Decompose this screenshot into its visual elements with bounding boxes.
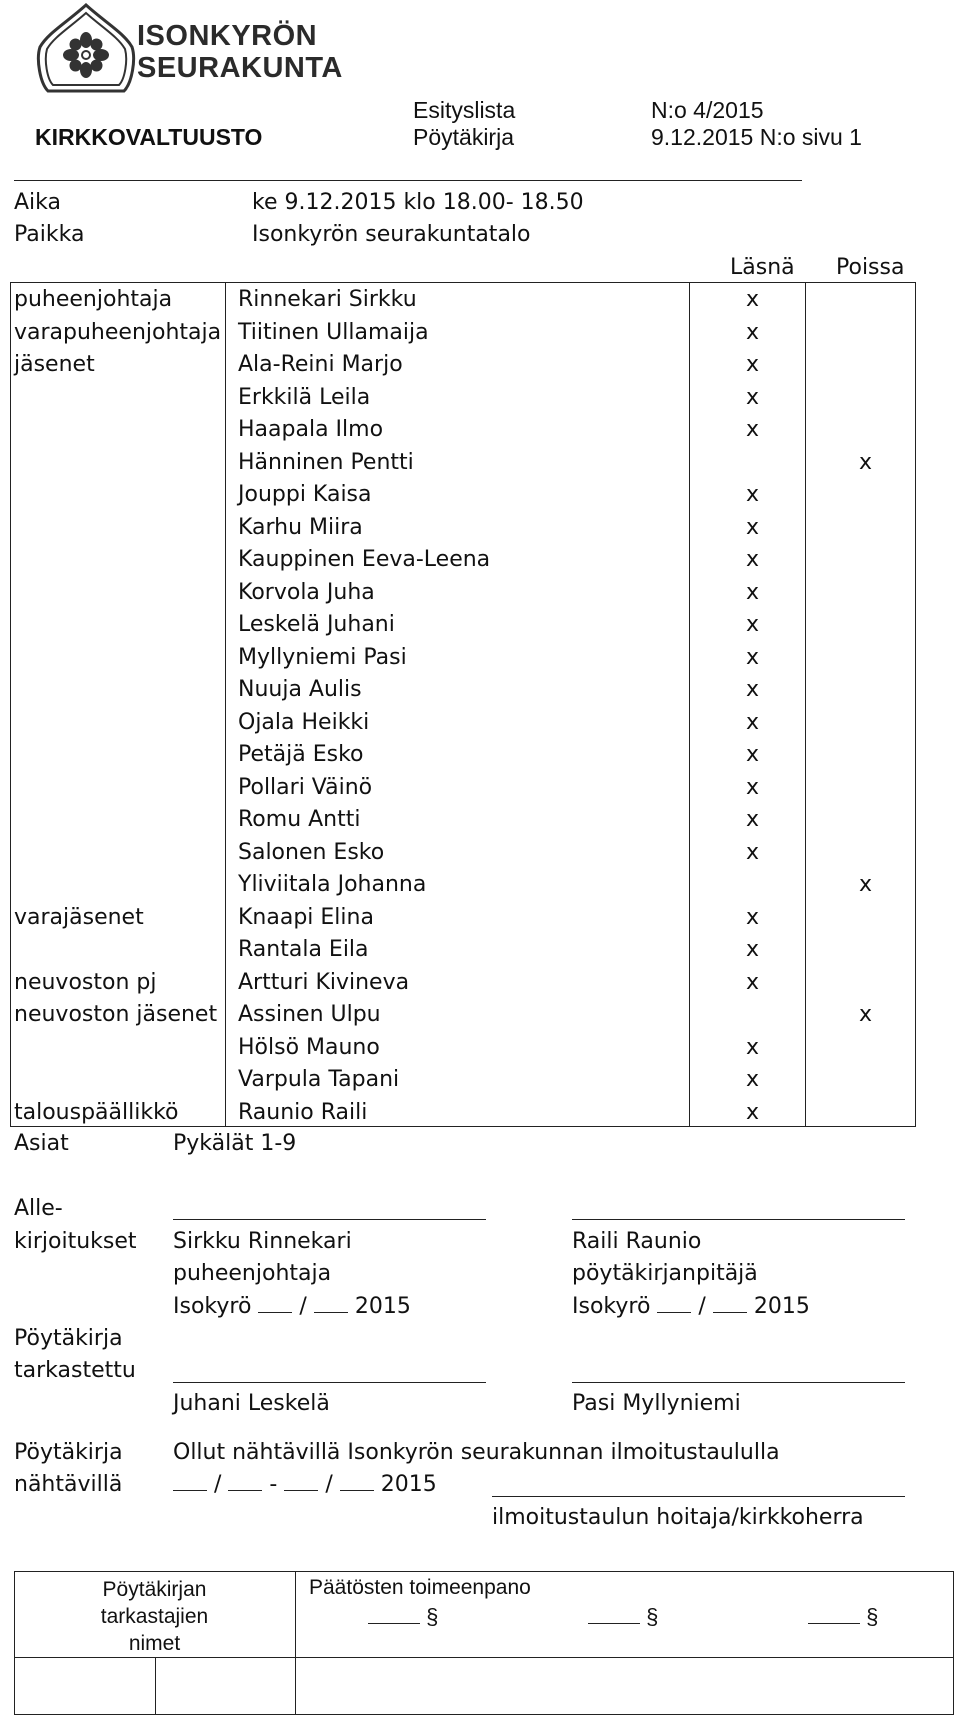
header-line: nimet xyxy=(128,1632,181,1655)
section-field-1 xyxy=(368,1603,438,1630)
member-name: Raunio Raili xyxy=(238,1099,368,1125)
member-name: Korvola Juha xyxy=(238,579,375,605)
review-label-2: tarkastettu xyxy=(14,1358,136,1383)
col-absent-header: Poissa xyxy=(836,255,905,280)
col-present-header: Läsnä xyxy=(730,255,795,280)
attendance-row xyxy=(10,1032,916,1065)
member-name: Artturi Kivineva xyxy=(238,969,410,995)
present-mark: x xyxy=(746,644,760,670)
attendance-row xyxy=(10,642,916,675)
member-name: Hölsö Mauno xyxy=(238,1034,380,1060)
member-name: Karhu Miira xyxy=(238,514,363,540)
member-name: Pollari Väinö xyxy=(238,774,373,800)
month-blank xyxy=(314,1292,348,1313)
section-sign: § xyxy=(426,1604,439,1629)
member-name: Nuuja Aulis xyxy=(238,677,362,702)
attendance-row xyxy=(10,804,916,837)
period-dash: - xyxy=(269,1472,278,1497)
member-name: Ojala Heikki xyxy=(238,709,370,735)
day-blank xyxy=(258,1292,292,1313)
month-blank xyxy=(340,1470,374,1491)
month-blank xyxy=(713,1292,747,1313)
absent-mark: x xyxy=(859,872,873,897)
signer-left-name: Sirkku Rinnekari xyxy=(173,1229,352,1254)
present-mark: x xyxy=(746,709,760,735)
member-name: Varpula Tapani xyxy=(238,1067,400,1092)
section-sign: § xyxy=(866,1604,879,1629)
member-name: Leskelä Juhani xyxy=(238,612,395,637)
doc-number: N:o 4/2015 xyxy=(651,97,764,123)
reviewers-names-header xyxy=(14,1576,295,1657)
notice-signer-line xyxy=(492,1496,905,1497)
present-mark: x xyxy=(746,1034,760,1060)
attendance-row xyxy=(10,544,916,577)
review-label-1: Pöytäkirja xyxy=(14,1326,123,1351)
time-label: Aika xyxy=(14,190,61,215)
signatures-label-1: Alle- xyxy=(14,1196,63,1221)
member-name: Rantala Eila xyxy=(238,937,369,962)
present-mark: x xyxy=(746,807,760,832)
absent-mark: x xyxy=(859,449,873,475)
member-role: talouspäällikkö xyxy=(14,1099,179,1125)
reviewer-line-right xyxy=(572,1382,905,1383)
header-line: Pöytäkirjan xyxy=(102,1578,207,1601)
attendance-rows xyxy=(10,284,916,1129)
header-rule xyxy=(14,180,802,181)
present-mark: x xyxy=(746,677,760,702)
decisions-box-divider-lower xyxy=(155,1657,156,1715)
church-rose-emblem-icon xyxy=(36,3,136,95)
member-role: neuvoston jäsenet xyxy=(14,1002,218,1027)
display-label-1: Pöytäkirja xyxy=(14,1440,123,1465)
signer-right-title: pöytäkirjanpitäjä xyxy=(572,1261,758,1286)
place-label: Paikka xyxy=(14,222,85,247)
member-name: Salonen Esko xyxy=(238,839,385,865)
attendance-row xyxy=(10,1064,916,1097)
member-role: neuvoston pj xyxy=(14,969,157,995)
member-name: Romu Antti xyxy=(238,807,361,832)
signer-left-title: puheenjohtaja xyxy=(173,1261,332,1286)
month-blank xyxy=(228,1470,262,1491)
signing-year: 2015 xyxy=(354,1294,411,1319)
member-name: Kauppinen Eeva-Leena xyxy=(238,547,491,572)
attendance-row xyxy=(10,577,916,610)
place-value: Isonkyrön seurakuntatalo xyxy=(252,222,531,247)
member-name: Myllyniemi Pasi xyxy=(238,644,407,670)
attendance-row xyxy=(10,317,916,350)
section-blank xyxy=(808,1603,860,1624)
date-slash: / xyxy=(214,1472,222,1497)
decisions-box-divider xyxy=(295,1571,296,1715)
present-mark: x xyxy=(746,969,760,995)
section-blank xyxy=(368,1603,420,1624)
implementation-header: Päätösten toimeenpano xyxy=(309,1576,531,1599)
section-field-2 xyxy=(588,1603,658,1630)
present-mark: x xyxy=(746,547,760,572)
present-mark: x xyxy=(746,1067,760,1092)
attendance-row xyxy=(10,349,916,382)
header-line: tarkastajien xyxy=(100,1605,209,1628)
date-slash: / xyxy=(299,1294,307,1319)
attendance-row xyxy=(10,869,916,902)
attendance-row xyxy=(10,707,916,740)
present-mark: x xyxy=(746,937,760,962)
logo-text-line-1: ISONKYRÖN xyxy=(137,20,318,52)
present-mark: x xyxy=(746,384,760,410)
attendance-row xyxy=(10,447,916,480)
member-role: jäsenet xyxy=(14,352,95,377)
body-name: KIRKKOVALTUUSTO xyxy=(35,124,263,150)
attendance-row xyxy=(10,772,916,805)
member-role: varapuheenjohtaja xyxy=(14,319,222,345)
attendance-row xyxy=(10,739,916,772)
display-period xyxy=(173,1469,437,1502)
present-mark: x xyxy=(746,417,760,442)
signing-date-left xyxy=(173,1291,411,1324)
attendance-row xyxy=(10,479,916,512)
member-name: Knaapi Elina xyxy=(238,904,374,930)
agenda-label: Asiat xyxy=(14,1131,69,1156)
member-name: Hänninen Pentti xyxy=(238,449,414,475)
attendance-row xyxy=(10,967,916,1000)
present-mark: x xyxy=(746,904,760,930)
doc-type-minutes: Pöytäkirja xyxy=(413,124,514,150)
attendance-row xyxy=(10,934,916,967)
signing-date-right xyxy=(572,1291,810,1324)
logo-text-line-2: SEURAKUNTA xyxy=(137,52,343,84)
signature-line-left xyxy=(173,1219,486,1220)
doc-type-agenda: Esityslista xyxy=(413,97,516,123)
signing-place: Isokyrö xyxy=(173,1294,252,1319)
member-role: varajäsenet xyxy=(14,904,144,930)
member-name: Petäjä Esko xyxy=(238,742,364,767)
signer-right-name: Raili Raunio xyxy=(572,1229,702,1254)
attendance-row xyxy=(10,284,916,317)
section-blank xyxy=(588,1603,640,1624)
signing-year: 2015 xyxy=(753,1294,810,1319)
present-mark: x xyxy=(746,352,760,377)
notice-signer-title: ilmoitustaulun hoitaja/kirkkoherra xyxy=(492,1505,864,1530)
attendance-row xyxy=(10,999,916,1032)
display-label-2: nähtävillä xyxy=(14,1472,123,1497)
member-name: Erkkilä Leila xyxy=(238,384,371,410)
present-mark: x xyxy=(746,482,760,507)
present-mark: x xyxy=(746,514,760,540)
signature-line-right xyxy=(572,1219,905,1220)
day-blank xyxy=(284,1470,318,1491)
present-mark: x xyxy=(746,1099,760,1125)
present-mark: x xyxy=(746,742,760,767)
signing-place: Isokyrö xyxy=(572,1294,651,1319)
date-slash: / xyxy=(325,1472,333,1497)
display-year: 2015 xyxy=(380,1472,437,1497)
display-text: Ollut nähtävillä Isonkyrön seurakunnan ilmoitustaululla xyxy=(173,1440,780,1465)
member-name: Tiitinen Ullamaija xyxy=(238,319,429,345)
member-name: Yliviitala Johanna xyxy=(238,872,427,897)
member-role: puheenjohtaja xyxy=(14,287,173,312)
member-name: Jouppi Kaisa xyxy=(238,482,372,507)
reviewer-right-name: Pasi Myllyniemi xyxy=(572,1391,741,1416)
signatures-label-2: kirjoitukset xyxy=(14,1229,137,1254)
member-name: Assinen Ulpu xyxy=(238,1002,381,1027)
member-name: Rinnekari Sirkku xyxy=(238,287,417,312)
section-sign: § xyxy=(646,1604,659,1629)
present-mark: x xyxy=(746,579,760,605)
member-name: Haapala Ilmo xyxy=(238,417,384,442)
attendance-row xyxy=(10,902,916,935)
attendance-row xyxy=(10,382,916,415)
reviewer-line-left xyxy=(173,1382,486,1383)
present-mark: x xyxy=(746,839,760,865)
attendance-row xyxy=(10,609,916,642)
attendance-row xyxy=(10,414,916,447)
present-mark: x xyxy=(746,774,760,800)
attendance-row xyxy=(10,1097,916,1130)
attendance-row xyxy=(10,674,916,707)
reviewer-left-name: Juhani Leskelä xyxy=(173,1391,330,1416)
attendance-row xyxy=(10,512,916,545)
day-blank xyxy=(657,1292,691,1313)
section-field-3 xyxy=(808,1603,878,1630)
absent-mark: x xyxy=(859,1002,873,1027)
present-mark: x xyxy=(746,319,760,345)
present-mark: x xyxy=(746,287,760,312)
doc-date-page: 9.12.2015 N:o sivu 1 xyxy=(651,124,862,150)
date-slash: / xyxy=(698,1294,706,1319)
time-value: ke 9.12.2015 klo 18.00- 18.50 xyxy=(252,190,584,215)
day-blank xyxy=(173,1470,207,1491)
agenda-value: Pykälät 1-9 xyxy=(173,1131,297,1156)
member-name: Ala-Reini Marjo xyxy=(238,352,403,377)
attendance-row xyxy=(10,837,916,870)
present-mark: x xyxy=(746,612,760,637)
